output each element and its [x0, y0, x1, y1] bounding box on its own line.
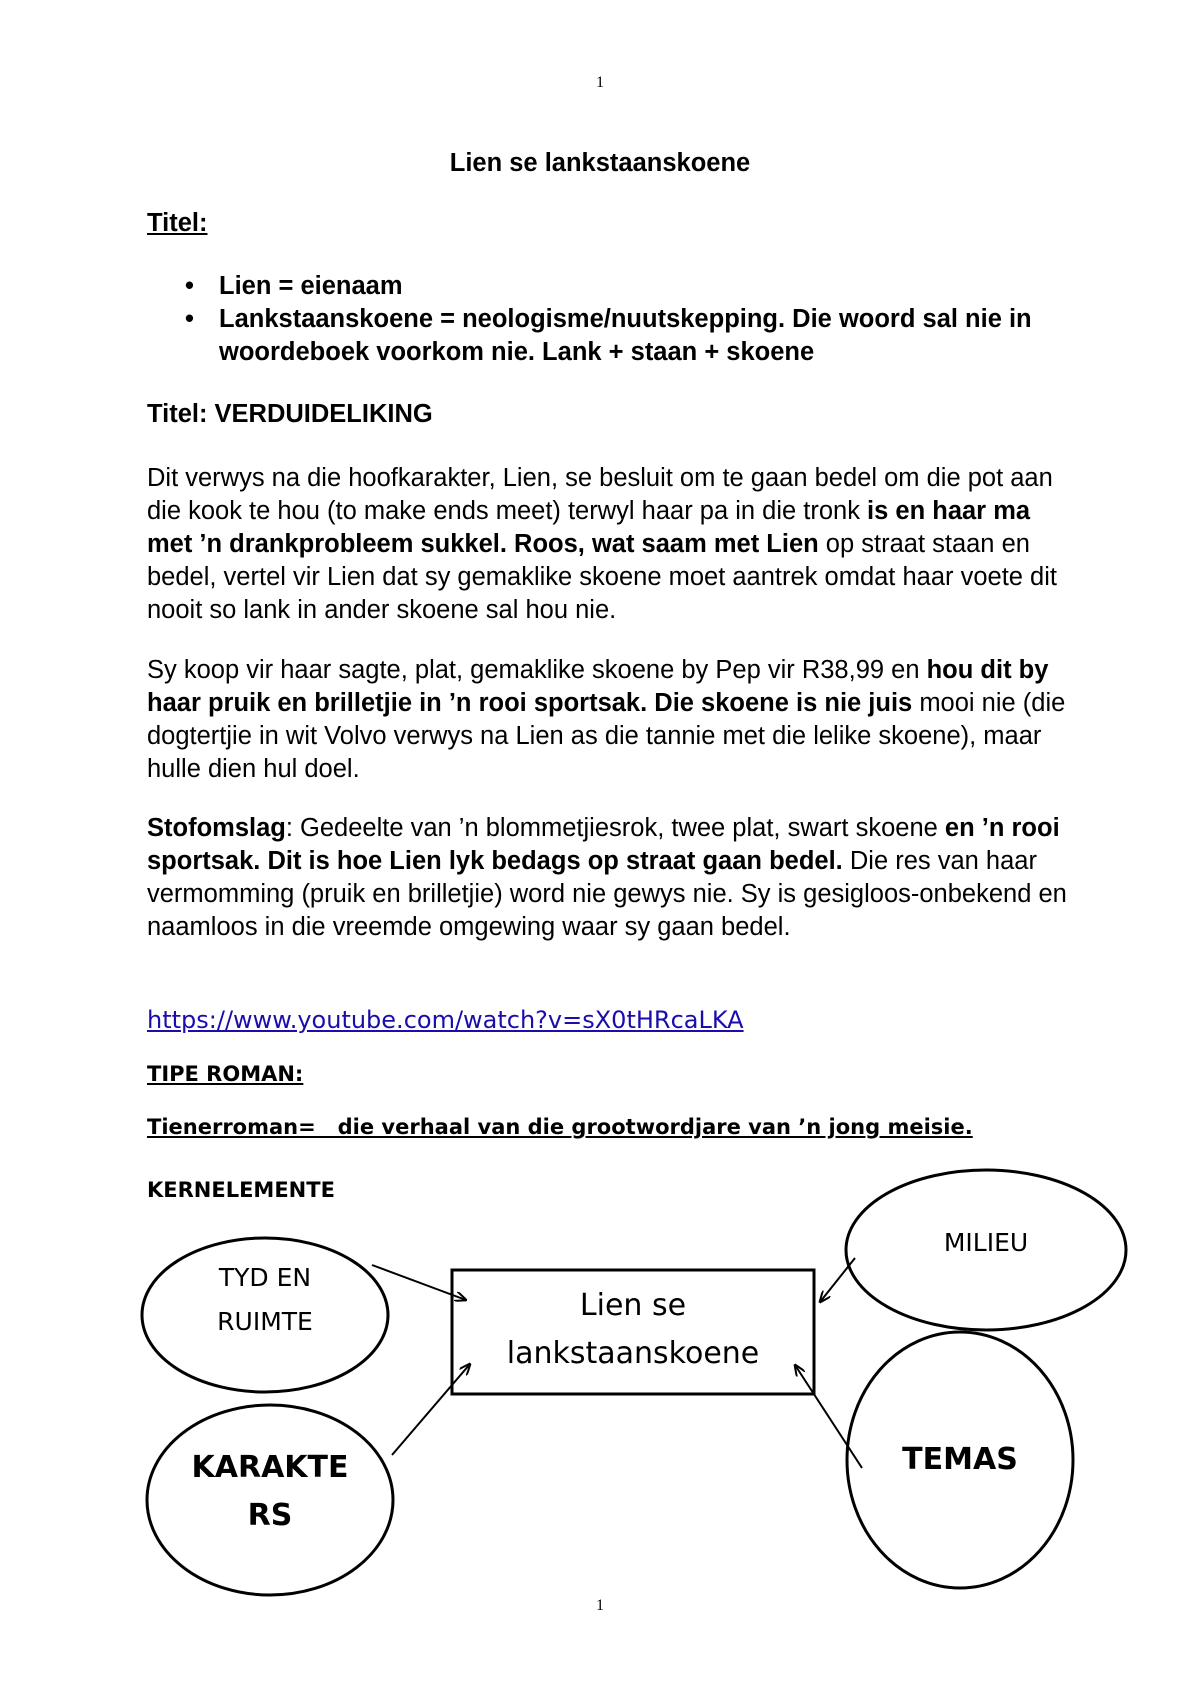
page-number-bottom: 1	[596, 1597, 604, 1614]
titel-heading: Titel:	[147, 209, 208, 237]
bullet-dot-icon: •	[185, 305, 194, 333]
paragraph-cover: Stofomslag: Gedeelte van ’n blommetjiesrok, twee plat, swart skoene en ’n rooi sportsak. Dit is hoe Lien lyk bedags op straat gaan bedel. Die res van haar vermomming (pruik en brilletjie) word nie gewys nie. Sy is gesigloos-onbekend en naamloos in die vreemde omgewing waar sy gaan bedel.	[147, 814, 1067, 941]
bullet-item: • Lien = eienaam	[147, 270, 1077, 303]
page-number-top: 1	[596, 74, 604, 91]
temas-label: TEMAS	[902, 1442, 1018, 1477]
verduideliking-heading: Titel: VERDUIDELIKING	[147, 400, 433, 428]
paragraph-explanation: Dit verwys na die hoofkarakter, Lien, se besluit om te gaan bedel om die pot aan die kook te hou (to make ends meet) terwyl haar pa in die tronk is en haar ma met ’n drankprobleem sukkel. Roos, wat saam met Lien op straat staan en bedel, vertel vir Lien dat sy gemaklike skoene moet aantrek omdat haar voete dit nooit so lank in ander skoene sal hou nie.	[147, 464, 1057, 624]
bullet-dot-icon: •	[185, 272, 194, 300]
arrow-milieu-to-center	[820, 1258, 855, 1302]
tipe-roman-heading: TIPE ROMAN:	[147, 1062, 304, 1086]
bullet-item: • Lankstaanskoene = neologisme/nuutskepping. Die woord sal nie in woordeboek voorkom nie. Lank + staan + skoene	[185, 305, 1032, 366]
tienerroman-definition: Tienerroman= die verhaal van die grootwordjare van ’n jong meisie.	[147, 1115, 973, 1139]
center-box-label: Lien se lankstaanskoene	[506, 1288, 760, 1371]
tyd-en-ruimte-label: TYD EN RUIMTE	[217, 1263, 313, 1336]
milieu-label: MILIEU	[943, 1228, 1029, 1257]
karakters-label: KARAKTE RS	[191, 1450, 349, 1533]
paragraph-shoes: Sy koop vir haar sagte, plat, gemaklike skoene by Pep vir R38,99 en hou dit by haar pruik en brilletjie in ’n rooi sportsak. Die skoene is nie juis mooi nie (die dogtertjie in wit Volvo verwys na Lien as die tannie met die lelike skoene), maar hulle dien hul doel.	[147, 656, 1066, 783]
kernelemente-heading: KERNELEMENTE	[147, 1178, 335, 1202]
youtube-link[interactable]: https://www.youtube.com/watch?v=sX0tHRcaLKA	[147, 1006, 744, 1034]
document-title: Lien se lankstaanskoene	[449, 149, 751, 177]
